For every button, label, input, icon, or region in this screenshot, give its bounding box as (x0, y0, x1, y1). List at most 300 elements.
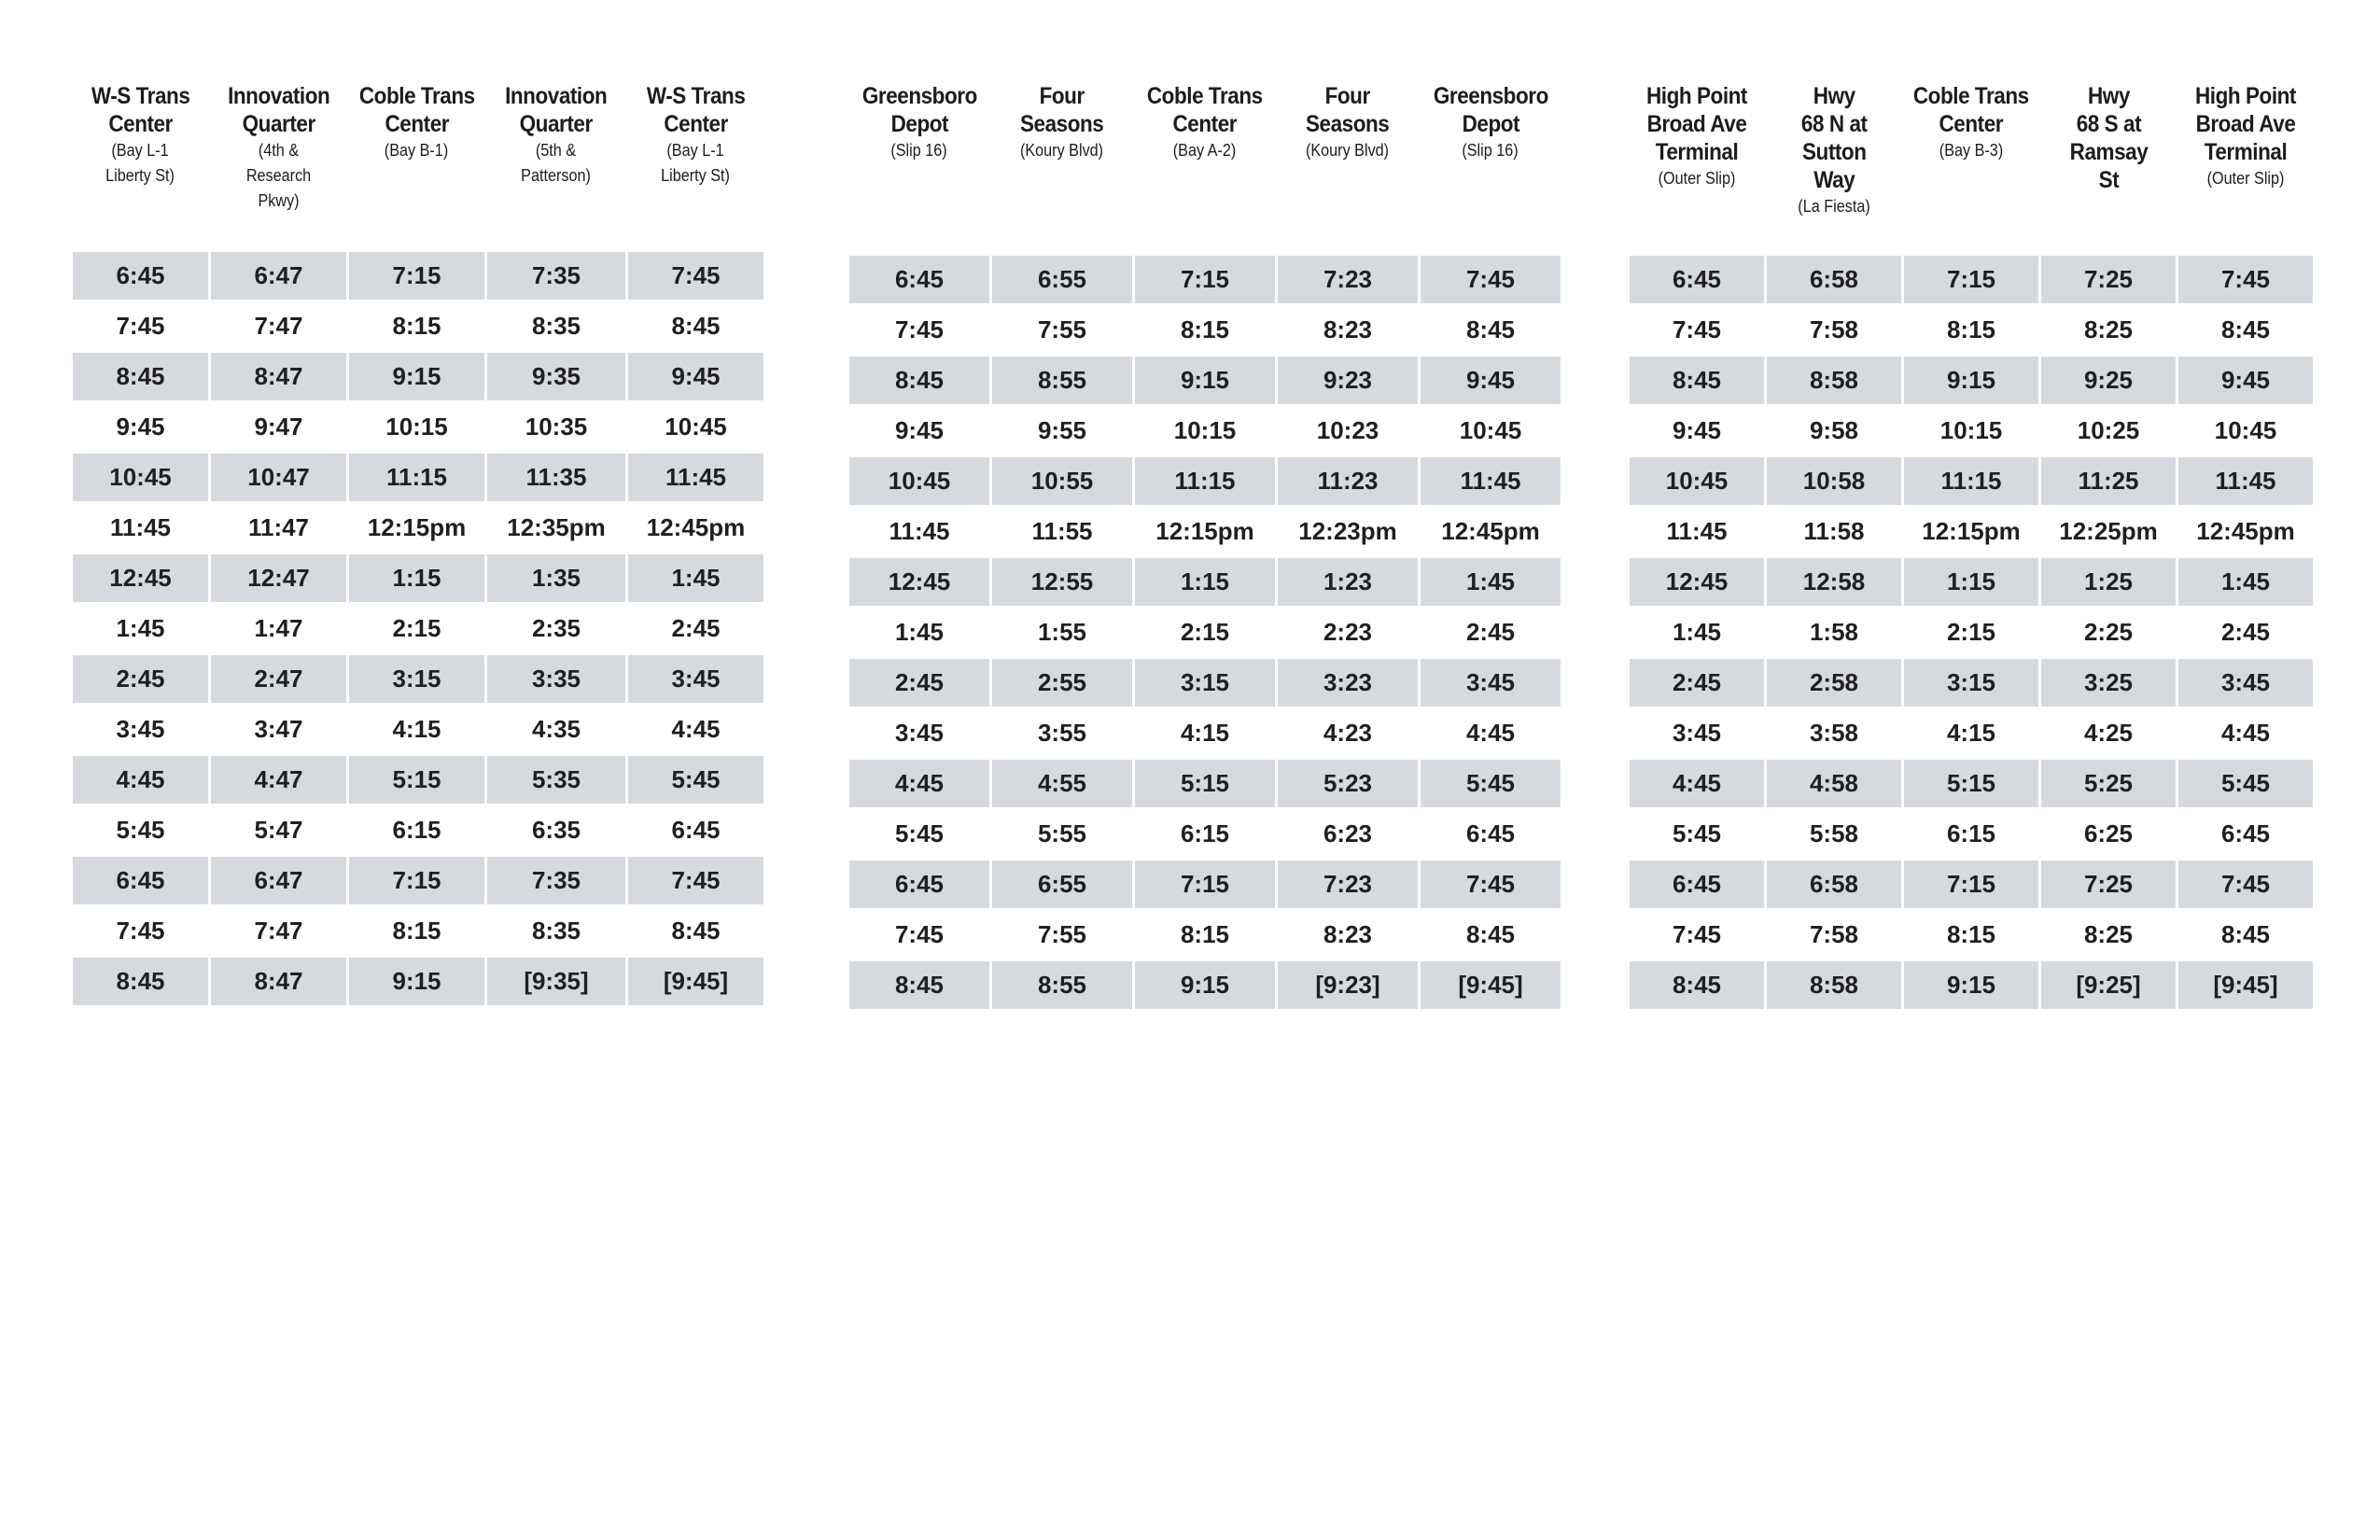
time-cell: 10:25 (2077, 416, 2140, 444)
time-cell: 2:45 (671, 614, 721, 642)
time-cell: 8:45 (2220, 315, 2271, 343)
table-row (73, 605, 766, 655)
time-cell: 10:45 (1630, 457, 1764, 505)
time-cell: 7:23 (1278, 861, 1418, 908)
stop-location: (Slip 16) (890, 141, 948, 160)
time-cell: 7:25 (2041, 256, 2176, 303)
table-row (1630, 810, 2316, 861)
time-cell: 7:45 (628, 857, 763, 904)
stop-location: (La Fiesta) (1798, 197, 1870, 216)
time-cell: 10:15 (1939, 416, 2003, 444)
time-cell: 12:45 (849, 558, 989, 606)
column-header (2041, 0, 2176, 233)
table-row (1630, 609, 2316, 659)
time-cell: 8:35 (531, 917, 581, 945)
time-cell: 8:15 (392, 917, 441, 945)
time-cell: 2:45 (73, 655, 208, 703)
column-header (992, 0, 1132, 233)
time-cell: 8:45 (1465, 315, 1516, 343)
table-row (849, 709, 1563, 760)
timetable-winston-salem (73, 0, 766, 995)
time-cell: 8:35 (531, 312, 581, 340)
time-cell: 6:15 (1946, 819, 1996, 847)
timetable-high-point (1630, 0, 2316, 999)
time-cell: 9:45 (628, 353, 763, 400)
stop-location: (Bay A-2) (1173, 141, 1237, 160)
time-cell: 1:23 (1278, 558, 1418, 606)
time-cell: 7:35 (487, 252, 625, 300)
time-cell: 6:15 (392, 816, 441, 844)
time-cell: 1:45 (628, 554, 763, 602)
time-cell: 11:47 (247, 513, 310, 541)
time-cell: 4:45 (2220, 719, 2271, 747)
stop-name: Hwy 68 N at Sutton Way (1800, 83, 1868, 193)
table-row (1630, 306, 2316, 357)
time-cell: 3:15 (1904, 659, 2038, 707)
table-row (73, 252, 766, 302)
stop-location: (Bay B-3) (1939, 141, 2004, 160)
time-cell: 9:23 (1278, 357, 1418, 404)
time-cell: 7:58 (1809, 315, 1859, 343)
time-cell: 7:55 (1037, 920, 1087, 948)
time-cell: 7:45 (1672, 315, 1722, 343)
time-cell: 2:55 (992, 659, 1132, 707)
table-row (73, 958, 766, 1008)
time-cell: 6:55 (992, 256, 1132, 303)
column-header (1630, 0, 1764, 233)
time-cell: 8:45 (1465, 920, 1516, 948)
stop-name: Innovation Quarter (505, 83, 608, 137)
time-cell: 11:45 (1421, 457, 1561, 505)
time-cell: 6:45 (1465, 819, 1516, 847)
time-cell: 8:45 (849, 357, 989, 404)
time-cell: 6:15 (1180, 819, 1230, 847)
column-header (1135, 0, 1275, 233)
time-cell: 11:45 (628, 454, 763, 501)
time-cell: 3:15 (1135, 659, 1275, 707)
time-cell: 2:58 (1767, 659, 1901, 707)
time-cell: 7:15 (1135, 256, 1275, 303)
time-cell: 3:45 (628, 655, 763, 703)
header-row (1630, 0, 2316, 233)
table-row (1630, 508, 2316, 558)
time-cell: 8:23 (1323, 315, 1373, 343)
time-cell: 6:45 (849, 256, 989, 303)
time-cell: 4:45 (671, 715, 721, 743)
time-cell: 9:35 (487, 353, 625, 400)
time-cell: 6:23 (1323, 819, 1373, 847)
stop-location: (Bay L-1 Liberty St) (105, 141, 175, 185)
stop-name: High Point Broad Ave Terminal (1645, 83, 1747, 165)
column-header (2178, 0, 2313, 233)
time-cell: 11:15 (1135, 457, 1275, 505)
time-cell: 8:58 (1767, 357, 1901, 404)
time-cell: 2:45 (2220, 618, 2271, 646)
stop-location: (Outer Slip) (1658, 169, 1736, 188)
time-cell: 5:45 (116, 816, 165, 844)
stop-name: Innovation Quarter (227, 83, 330, 137)
time-cell: 6:55 (992, 861, 1132, 908)
time-cell: 6:45 (2220, 819, 2271, 847)
table-row (1630, 709, 2316, 760)
time-cell: [9:23] (1278, 961, 1418, 1009)
time-cell: 1:15 (1904, 558, 2038, 606)
table-row (73, 907, 766, 958)
time-cell: 9:58 (1809, 416, 1859, 444)
table-row (1630, 760, 2316, 810)
stop-location: (5th & Patterson) (521, 141, 592, 185)
time-cell: 11:45 (889, 517, 950, 545)
time-cell: 5:47 (254, 816, 303, 844)
time-cell: 7:45 (1672, 920, 1722, 948)
stop-name: W-S Trans Center (646, 83, 746, 137)
column-header (628, 0, 763, 233)
table-row (73, 857, 766, 907)
time-cell: 7:45 (894, 315, 945, 343)
time-cell: 6:45 (671, 816, 721, 844)
time-cell: 3:45 (1421, 659, 1561, 707)
table-row (73, 706, 766, 756)
stop-name: Hwy 68 S at Ramsay St (2069, 83, 2148, 193)
time-cell: 1:45 (1421, 558, 1561, 606)
time-cell: 10:15 (1173, 416, 1237, 444)
time-cell: 7:15 (1135, 861, 1275, 908)
time-cell: 6:35 (531, 816, 581, 844)
time-cell: 10:45 (665, 413, 727, 441)
timetable-greensboro (849, 0, 1563, 999)
time-cell: [9:25] (2041, 961, 2176, 1009)
table-row (1630, 457, 2316, 508)
stop-name: High Point Broad Ave Terminal (2194, 83, 2296, 165)
time-cell: 12:23pm (1298, 517, 1397, 545)
time-cell: 2:47 (211, 655, 346, 703)
time-cell: 5:45 (628, 756, 763, 804)
time-cell: 12:47 (211, 554, 346, 602)
time-cell: 8:45 (671, 312, 721, 340)
time-cell: 9:15 (1135, 961, 1275, 1009)
time-cell: 10:45 (1459, 416, 1522, 444)
time-cell: 8:45 (2220, 920, 2271, 948)
time-cell: 10:15 (385, 413, 448, 441)
time-cell: 10:35 (525, 413, 588, 441)
time-cell: 1:15 (1135, 558, 1275, 606)
column-header (1904, 0, 2038, 233)
time-cell: 5:45 (1421, 760, 1561, 807)
time-cell: 5:55 (1037, 819, 1087, 847)
time-cell: 6:45 (849, 861, 989, 908)
time-cell: 8:55 (992, 961, 1132, 1009)
time-cell: 11:23 (1278, 457, 1418, 505)
time-cell: 2:15 (392, 614, 441, 642)
table-row (849, 810, 1563, 861)
stop-name: Four Seasons (1306, 83, 1390, 137)
time-cell: 10:45 (849, 457, 989, 505)
time-cell: 5:45 (894, 819, 945, 847)
table-row (1630, 558, 2316, 609)
time-cell: 8:15 (1180, 920, 1230, 948)
table-row (73, 454, 766, 504)
stop-name: W-S Trans Center (91, 83, 190, 137)
time-cell: 4:58 (1767, 760, 1901, 807)
time-cell: 12:15pm (1922, 517, 2021, 545)
time-cell: 7:45 (628, 252, 763, 300)
time-cell: 5:15 (1135, 760, 1275, 807)
time-cell: 7:45 (2178, 861, 2313, 908)
time-cell: 6:45 (73, 857, 208, 904)
time-cell: 10:55 (992, 457, 1132, 505)
time-cell: 11:15 (349, 454, 484, 501)
table-row (849, 911, 1563, 961)
table-row (849, 609, 1563, 659)
stop-location: (4th & Research Pkwy) (245, 141, 312, 210)
table-row (1630, 861, 2316, 911)
time-cell: 12:25pm (2059, 517, 2158, 545)
time-cell: 12:45pm (646, 513, 746, 541)
time-cell: 9:15 (1904, 357, 2038, 404)
time-cell: 11:25 (2041, 457, 2176, 505)
time-cell: 5:15 (349, 756, 484, 804)
header-row (73, 0, 766, 233)
time-cell: 1:58 (1809, 618, 1859, 646)
table-row (73, 655, 766, 706)
time-cell: 8:58 (1767, 961, 1901, 1009)
time-cell: 11:35 (487, 454, 625, 501)
stop-name: Coble Trans Center (358, 83, 475, 137)
table-row (1630, 659, 2316, 709)
column-header (487, 0, 625, 233)
time-cell: 3:45 (116, 715, 165, 743)
table-row (1630, 961, 2316, 1012)
time-cell: 2:45 (1630, 659, 1764, 707)
time-cell: 7:25 (2041, 861, 2176, 908)
time-cell: 11:45 (1666, 517, 1728, 545)
time-cell: 2:45 (1465, 618, 1516, 646)
schedule-rows (73, 252, 766, 1008)
column-header (211, 0, 346, 233)
time-cell: 1:25 (2041, 558, 2176, 606)
stop-location: (Slip 16) (1462, 141, 1519, 160)
time-cell: 8:45 (1630, 961, 1764, 1009)
stop-location: (Bay L-1 Liberty St) (661, 141, 731, 185)
time-cell: 4:47 (211, 756, 346, 804)
time-cell: 6:47 (211, 252, 346, 300)
stop-name: Four Seasons (1020, 83, 1104, 137)
time-cell: 12:35pm (507, 513, 606, 541)
table-row (73, 403, 766, 454)
time-cell: 9:45 (1672, 416, 1722, 444)
table-row (849, 760, 1563, 810)
time-cell: 3:23 (1278, 659, 1418, 707)
time-cell: 12:15pm (367, 513, 467, 541)
stop-name: Coble Trans Center (1913, 83, 2029, 137)
time-cell: 7:15 (1904, 256, 2038, 303)
time-cell: 3:45 (1672, 719, 1722, 747)
time-cell: 7:45 (2178, 256, 2313, 303)
time-cell: 4:45 (849, 760, 989, 807)
header-row (849, 0, 1563, 233)
time-cell: 9:47 (254, 413, 303, 441)
time-cell: 1:15 (349, 554, 484, 602)
table-row (73, 756, 766, 806)
time-cell: 11:15 (1904, 457, 2038, 505)
time-cell: 8:15 (1946, 920, 1996, 948)
time-cell: 9:45 (116, 413, 165, 441)
table-row (849, 407, 1563, 457)
stop-location: (Koury Blvd) (1306, 141, 1390, 160)
column-header (1767, 0, 1901, 233)
time-cell: 9:45 (1421, 357, 1561, 404)
time-cell: 7:47 (254, 312, 303, 340)
time-cell: 9:15 (349, 958, 484, 1005)
time-cell: [9:45] (1421, 961, 1561, 1009)
time-cell: 7:15 (349, 252, 484, 300)
table-row (849, 961, 1563, 1012)
time-cell: 8:45 (1630, 357, 1764, 404)
time-cell: 2:35 (531, 614, 581, 642)
time-cell: 3:55 (1037, 719, 1087, 747)
time-cell: 4:55 (992, 760, 1132, 807)
table-row (73, 504, 766, 554)
time-cell: 3:35 (487, 655, 625, 703)
time-cell: 7:35 (487, 857, 625, 904)
time-cell: 4:15 (392, 715, 441, 743)
table-row (73, 353, 766, 403)
time-cell: 8:25 (2083, 315, 2134, 343)
table-row (849, 558, 1563, 609)
table-row (849, 659, 1563, 709)
time-cell: 11:45 (2178, 457, 2313, 505)
time-cell: 7:58 (1809, 920, 1859, 948)
time-cell: 12:45 (73, 554, 208, 602)
column-header (349, 0, 484, 233)
time-cell: 11:55 (1031, 517, 1093, 545)
time-cell: 7:47 (254, 917, 303, 945)
stop-name: Coble Trans Center (1147, 83, 1263, 137)
time-cell: 9:25 (2041, 357, 2176, 404)
time-cell: 5:35 (487, 756, 625, 804)
time-cell: 3:47 (254, 715, 303, 743)
time-cell: 1:45 (894, 618, 945, 646)
time-cell: 10:58 (1767, 457, 1901, 505)
time-cell: 5:25 (2041, 760, 2176, 807)
time-cell: 9:55 (1037, 416, 1087, 444)
time-cell: 4:23 (1323, 719, 1373, 747)
time-cell: 12:45 (1630, 558, 1764, 606)
time-cell: 5:58 (1809, 819, 1859, 847)
schedule-rows (849, 256, 1563, 1012)
time-cell: 12:55 (992, 558, 1132, 606)
time-cell: [9:45] (628, 958, 763, 1005)
time-cell: 8:45 (671, 917, 721, 945)
table-row (73, 806, 766, 857)
time-cell: 1:45 (2178, 558, 2313, 606)
time-cell: 10:23 (1316, 416, 1379, 444)
time-cell: 7:15 (349, 857, 484, 904)
time-cell: 2:15 (1180, 618, 1230, 646)
table-row (849, 256, 1563, 306)
table-row (1630, 911, 2316, 961)
time-cell: 6:58 (1767, 861, 1901, 908)
column-header (1278, 0, 1418, 233)
time-cell: 7:45 (894, 920, 945, 948)
time-cell: 2:45 (849, 659, 989, 707)
stop-location: (Outer Slip) (2206, 169, 2285, 188)
time-cell: 3:58 (1809, 719, 1859, 747)
time-cell: 4:45 (1630, 760, 1764, 807)
stop-name: Greensboro Depot (861, 83, 977, 137)
table-row (73, 554, 766, 605)
time-cell: 6:25 (2083, 819, 2134, 847)
time-cell: 8:45 (849, 961, 989, 1009)
table-row (849, 357, 1563, 407)
time-cell: 8:45 (73, 353, 208, 400)
time-cell: 11:58 (1803, 517, 1865, 545)
column-header (1421, 0, 1561, 233)
time-cell: 3:45 (2178, 659, 2313, 707)
time-cell: 6:58 (1767, 256, 1901, 303)
time-cell: 8:55 (992, 357, 1132, 404)
stop-location: (Koury Blvd) (1020, 141, 1104, 160)
time-cell: 7:45 (116, 312, 165, 340)
time-cell: 11:45 (109, 513, 172, 541)
time-cell: 9:45 (894, 416, 945, 444)
column-header (73, 0, 208, 233)
time-cell: 8:47 (211, 353, 346, 400)
time-cell: 6:45 (1630, 256, 1764, 303)
time-cell: 7:45 (116, 917, 165, 945)
time-cell: 6:45 (1630, 861, 1764, 908)
time-cell: 7:15 (1904, 861, 2038, 908)
time-cell: 5:45 (2178, 760, 2313, 807)
time-cell: 5:45 (1672, 819, 1722, 847)
column-header (849, 0, 989, 233)
time-cell: 1:45 (116, 614, 165, 642)
time-cell: 5:23 (1278, 760, 1418, 807)
time-cell: 6:45 (73, 252, 208, 300)
time-cell: 8:15 (1180, 315, 1230, 343)
time-cell: 4:25 (2083, 719, 2134, 747)
table-row (1630, 357, 2316, 407)
time-cell: 4:35 (531, 715, 581, 743)
time-cell: 2:23 (1323, 618, 1373, 646)
time-cell: 12:15pm (1155, 517, 1254, 545)
time-cell: 3:15 (349, 655, 484, 703)
time-cell: 12:45pm (2196, 517, 2295, 545)
time-cell: 8:47 (211, 958, 346, 1005)
time-cell: 1:47 (254, 614, 303, 642)
time-cell: [9:35] (487, 958, 625, 1005)
time-cell: 9:15 (349, 353, 484, 400)
table-row (1630, 407, 2316, 457)
time-cell: 7:45 (1421, 256, 1561, 303)
time-cell: 4:15 (1180, 719, 1230, 747)
time-cell: 4:15 (1946, 719, 1996, 747)
time-cell: 10:45 (2214, 416, 2277, 444)
time-cell: 8:15 (1946, 315, 1996, 343)
time-cell: 7:45 (1421, 861, 1561, 908)
table-row (849, 508, 1563, 558)
table-row (849, 861, 1563, 911)
time-cell: 8:15 (392, 312, 441, 340)
time-cell: 3:25 (2041, 659, 2176, 707)
time-cell: 1:35 (487, 554, 625, 602)
time-cell: [9:45] (2178, 961, 2313, 1009)
time-cell: 2:15 (1946, 618, 1996, 646)
table-row (849, 457, 1563, 508)
time-cell: 9:15 (1135, 357, 1275, 404)
time-cell: 3:45 (894, 719, 945, 747)
time-cell: 12:45pm (1441, 517, 1540, 545)
